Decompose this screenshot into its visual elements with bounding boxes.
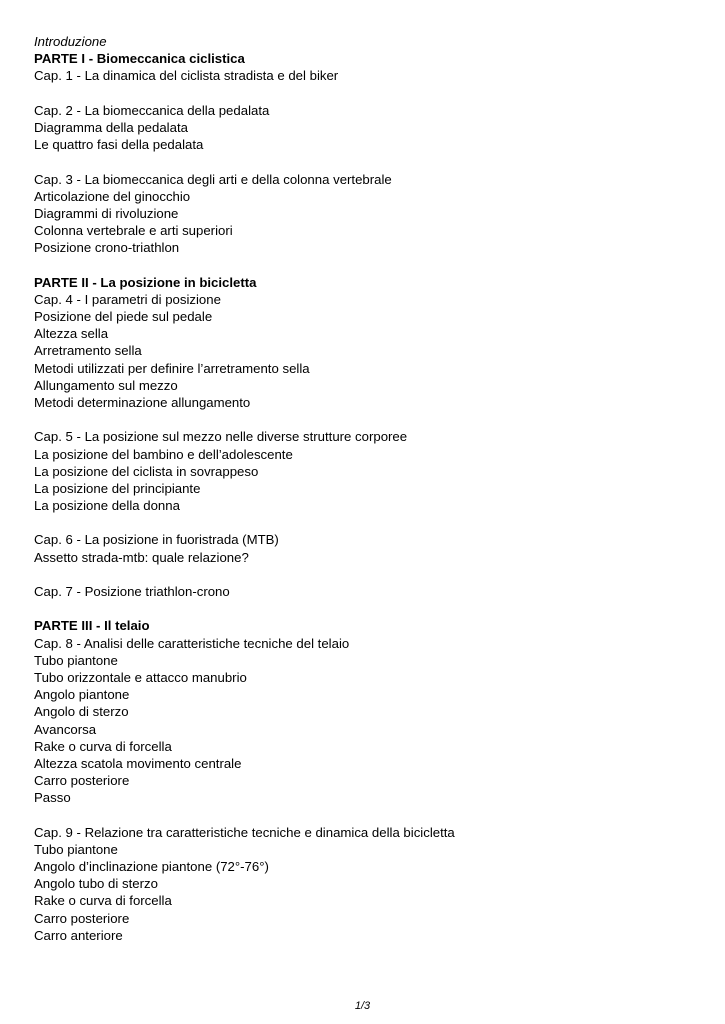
toc-entry: Assetto strada-mtb: quale relazione? [34, 549, 249, 565]
table-of-contents [34, 33, 694, 944]
toc-entry: Carro anteriore [34, 927, 123, 943]
chapter-heading: Cap. 8 - Analisi delle caratteristiche tecniche del telaio [34, 635, 350, 651]
blank-line [34, 806, 694, 823]
blank-line [34, 566, 694, 583]
blank-line [34, 85, 694, 102]
toc-entry: Avancorsa [34, 721, 97, 737]
toc-entry: Tubo piantone [34, 652, 118, 668]
part-heading: PARTE I - Biomeccanica ciclistica [34, 51, 245, 67]
chapter-heading: Cap. 6 - La posizione in fuoristrada (MTB) [34, 532, 279, 548]
toc-entry: Diagrammi di rivoluzione [34, 205, 179, 221]
toc-entry: La posizione del bambino e dell’adolescente [34, 446, 293, 462]
part-heading: PARTE III - Il telaio [34, 618, 150, 634]
toc-entry: Allungamento sul mezzo [34, 377, 178, 393]
toc-entry: Diagramma della pedalata [34, 119, 188, 135]
chapter-heading: Cap. 7 - Posizione triathlon-crono [34, 584, 230, 599]
blank-line [34, 600, 694, 617]
blank-line [34, 514, 694, 531]
page-number: 1/3 [354, 1000, 371, 1012]
toc-entry: Posizione del piede sul pedale [34, 309, 213, 324]
toc-entry: La posizione della donna [34, 498, 180, 514]
toc-entry: Tubo piantone [34, 841, 118, 857]
chapter-heading: Cap. 4 - I parametri di posizione [34, 291, 221, 307]
blank-line [34, 153, 694, 170]
toc-entry: Altezza scatola movimento centrale [34, 755, 242, 771]
chapter-heading: Cap. 1 - La dinamica del ciclista stradista e del biker [34, 68, 339, 84]
introduction-heading: Introduzione [34, 34, 107, 49]
toc-entry: La posizione del principiante [34, 480, 201, 496]
part-heading: PARTE II - La posizione in bicicletta [34, 274, 257, 290]
toc-entry: Angolo tubo di sterzo [34, 876, 158, 892]
toc-entry: Articolazione del ginocchio [34, 188, 191, 204]
toc-entry: Carro posteriore [34, 910, 130, 926]
blank-line [34, 411, 694, 428]
toc-entry: Le quattro fasi della pedalata [34, 137, 204, 153]
toc-entry: Posizione crono-triathlon [34, 240, 180, 256]
blank-line [34, 256, 694, 273]
toc-entry: Rake o curva di forcella [34, 738, 172, 754]
toc-entry: Angolo di sterzo [34, 704, 129, 720]
toc-entry: Tubo orizzontale e attacco manubrio [34, 669, 247, 685]
toc-entry: Rake o curva di forcella [34, 893, 172, 909]
toc-entry: Arretramento sella [34, 343, 142, 359]
toc-entry: La posizione del ciclista in sovrappeso [34, 463, 259, 479]
toc-entry: Angolo piantone [34, 687, 130, 703]
toc-entry: Metodi utilizzati per definire l’arretramento sella [34, 360, 310, 376]
chapter-heading: Cap. 3 - La biomeccanica degli arti e della colonna vertebrale [34, 171, 392, 187]
toc-entry: Carro posteriore [34, 773, 130, 789]
toc-entry: Angolo d’inclinazione piantone (72°-76°) [34, 859, 269, 874]
chapter-heading: Cap. 2 - La biomeccanica della pedalata [34, 102, 270, 118]
toc-entry: Altezza sella [34, 326, 109, 342]
chapter-heading: Cap. 9 - Relazione tra caratteristiche tecniche e dinamica della bicicletta [34, 824, 455, 840]
chapter-heading: Cap. 5 - La posizione sul mezzo nelle diverse strutture corporee [34, 429, 408, 445]
toc-entry: Colonna vertebrale e arti superiori [34, 223, 233, 239]
toc-entry: Passo [34, 790, 71, 806]
toc-entry: Metodi determinazione allungamento [34, 394, 251, 410]
